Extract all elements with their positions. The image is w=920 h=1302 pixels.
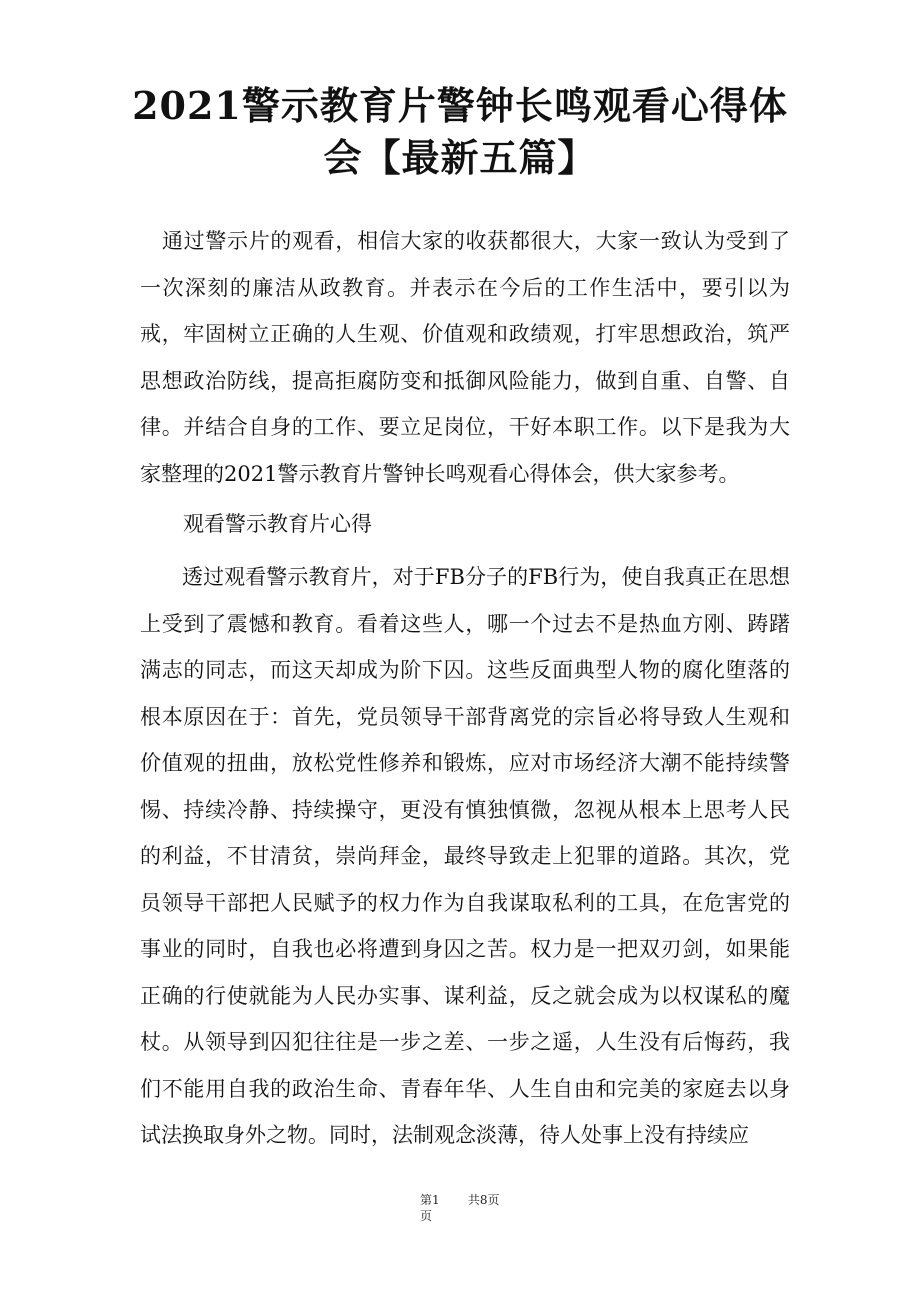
page-footer xyxy=(420,1192,499,1224)
section-heading: 观看警示教育片心得 xyxy=(183,512,372,536)
body-paragraph: 透过观看警示教育片，对于FB分子的FB行为，使自我真正在思想上受到了震憾和教育。看着这些人，哪一个过去不是热血方刚、踌躇满志的同志，而这天却成为阶下囚。这些反面典型人物的腐化堕落的根本原因在于：首先，党员领导干部背离党的宗旨必将导致人生观和价值观的扭曲，放松党性修养和锻炼，应对市场经济大潮不能持续警惕、持续冷静、持续操守，更没有慎独慎微，忽视从根本上思考人民的利益，不甘清贫，崇尚拜金，最终导致走上犯罪的道路。其次，党员领导干部把人民赋予的权力作为自我谋取私利的工具，在危害党的事业的同时，自我也必将遭到身囚之苦。权力是一把双刃剑，如果能正确的行使就能为人民办实事、谋利益，反之就会成为以权谋私的魔杖。从领导到囚犯往往是一步之差、一步之遥，人生没有后悔药，我们不能用自我的政治生命、青春年华、人生自由和完美的家庭去以身试法换取身外之物。同时，法制观念淡薄，待人处事上没有持续应 xyxy=(140,565,790,1147)
intro-paragraph: 通过警示片的观看，相信大家的收获都很大，大家一致认为受到了一次深刻的廉洁从政教育。并表示在今后的工作生活中，要引以为戒，牢固树立正确的人生观、价值观和政绩观，打牢思想政治，筑严思想政治防线，提高拒腐防变和抵御风险能力，做到自重、自警、自律。并结合自身的工作、要立足岗位，干好本职工作。以下是我为大家整理的2021警示教育片警钟长鸣观看心得体会，供大家参考。 xyxy=(140,229,790,486)
page-number: 第1页 xyxy=(420,1193,440,1223)
page-total: 共8页 xyxy=(467,1193,500,1207)
document-title: 2021警示教育片警钟长鸣观看心得体会【最新五篇】 xyxy=(132,83,788,180)
